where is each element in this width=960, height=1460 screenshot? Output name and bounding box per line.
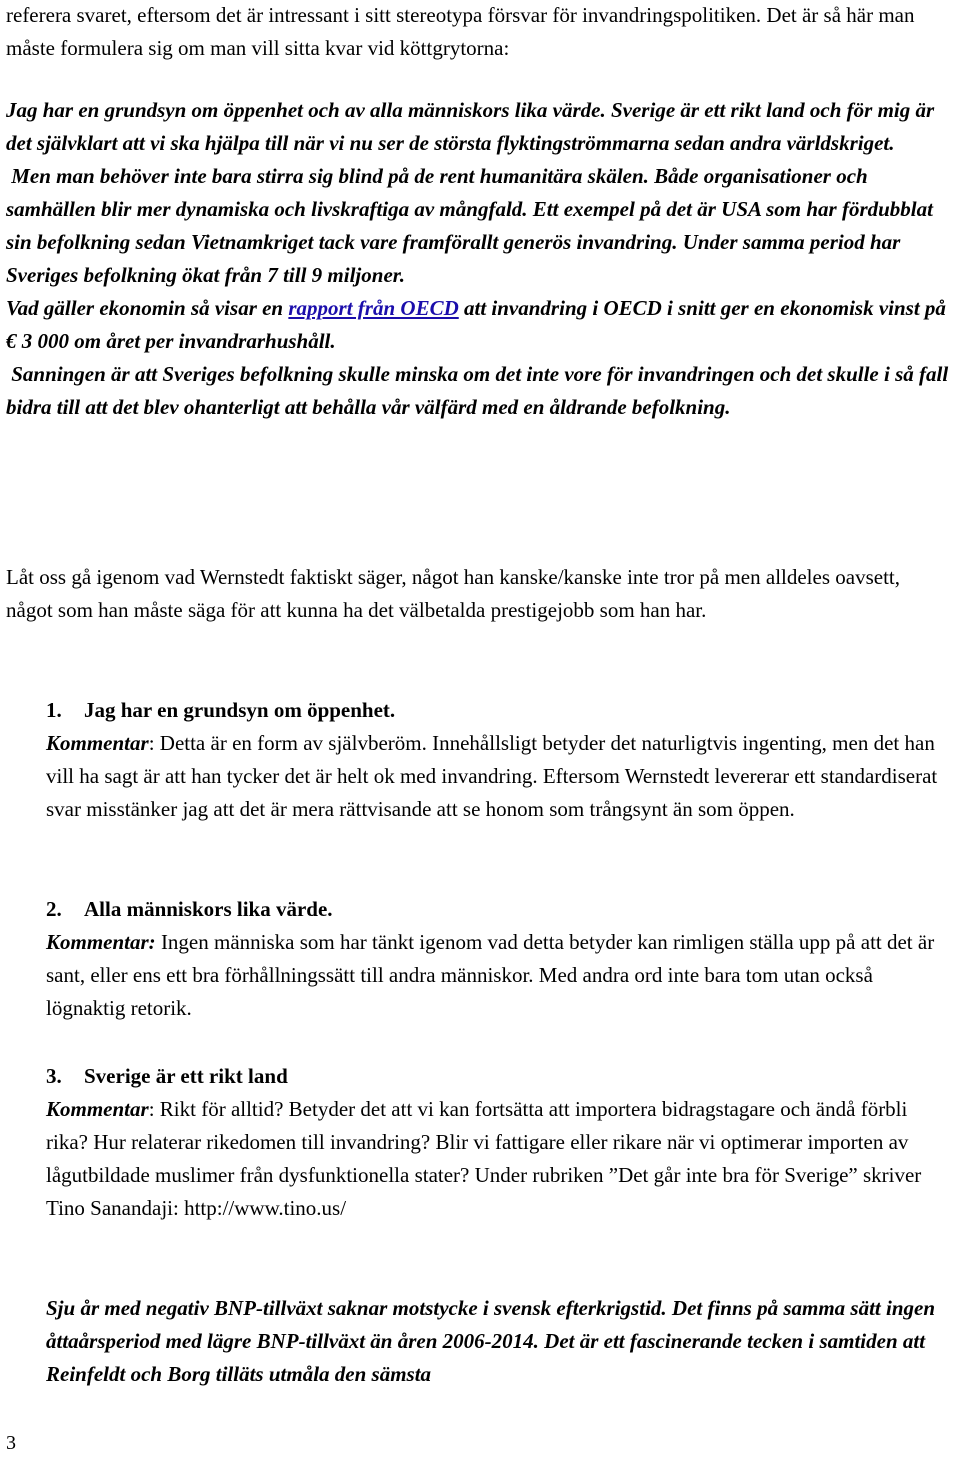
intro-text: referera svaret, eftersom det är intressant i sitt stereotypa försvar för invandringspolitiken. Det är så här man måste formulera sig om man vill sitta kvar vid köttgrytorna: xyxy=(6,3,915,60)
list-item-heading xyxy=(46,893,951,926)
comment-text: Detta är en form av självberöm. Innehållsligt betyder det naturligtvis ingenting, men det han vill ha sagt är att han tycker det är helt ok med invandring. Eftersom Wernstedt levererar ett standardiserat svar misstänker jag att det är mera rättvisande att se honom som trångsynt än som öppen. xyxy=(46,731,938,821)
quote-paragraph-3-after: att invandring i OECD i snitt ger en ekonomisk vinst på € 3 000 om året per invandrarhushåll. xyxy=(6,296,946,353)
comment-label-suffix: : xyxy=(148,731,155,755)
list-item-heading xyxy=(46,694,951,727)
comment-label: Kommentar: xyxy=(46,930,156,954)
list-item-number: 2. xyxy=(46,897,62,921)
comment-text: Ingen människa som har tänkt igenom vad detta betyder kan rimligen ställa upp på att det är sant, eller ens ett bra förhållningssätt till andra människor. Med andra ord inte bara tom utan också lögnaktig retorik. xyxy=(46,930,935,1020)
list-item-number: 1. xyxy=(46,698,62,722)
list-item-comment xyxy=(46,926,951,1025)
list-item-heading xyxy=(46,1060,951,1093)
list-item xyxy=(46,1060,951,1225)
list-item xyxy=(46,893,951,1025)
page-number: 3 xyxy=(6,1432,16,1454)
quote-paragraph-2: Men man behöver inte bara stirra sig blind på de rent humanitära skälen. Både organisationer och samhällen blir mer dynamiska och livskraftiga av mångfald. Ett exempel på det är USA som har fördubblat sin befolkning sedan Vietnamkriget tack vare framförallt generös invandring. Under samma period har Sveriges befolkning ökat från 7 till 9 miljoner. xyxy=(6,164,939,287)
oecd-report-link[interactable]: rapport från OECD xyxy=(288,296,459,320)
comment-label: Kommentar xyxy=(46,1097,149,1121)
body-paragraph xyxy=(6,561,951,627)
quote-paragraph-3-before: Vad gäller ekonomin så visar en xyxy=(6,296,289,320)
list-item-number: 3. xyxy=(46,1064,62,1088)
quoted-answer xyxy=(6,94,954,424)
closing-paragraph xyxy=(46,1292,946,1391)
list-item-comment xyxy=(46,727,951,826)
list-item xyxy=(46,694,951,826)
list-item-comment xyxy=(46,1093,951,1225)
list-item-title: Jag har en grundsyn om öppenhet. xyxy=(84,698,396,722)
quote-paragraph-4: Sanningen är att Sveriges befolkning skulle minska om det inte vore för invandringen och det skulle i så fall bidra till att det blev ohanterligt att behålla vår välfärd med en åldrande befolkning. xyxy=(6,362,954,419)
intro-paragraph xyxy=(6,0,956,65)
quote-paragraph-3 xyxy=(6,292,951,358)
comment-text: Rikt för alltid? Betyder det att vi kan fortsätta att importera bidragstagare och ändå förbli rika? Hur relaterar rikedomen till invandring? Blir vi fattigare eller rikare när vi optimerar importen av lågutbildade muslimer från dysfunktionella stater? Under rubriken ”Det går inte bra för Sverige” skriver Tino Sanandaji: http://www.tino.us/ xyxy=(46,1097,922,1220)
quote-paragraph-1: Jag har en grundsyn om öppenhet och av alla människors lika värde. Sverige är ett rikt land och för mig är det självklart att vi ska hjälpa till när vi nu ser de största flyktingströmmarna sedan andra världskriget. xyxy=(6,98,935,155)
closing-text: Sju år med negativ BNP-tillväxt saknar motstycke i svensk efterkrigstid. Det finns på samma sätt ingen åttaårsperiod med lägre BNP-tillväxt än åren 2006-2014. Det är ett fascinerande tecken i samtiden att Reinfeldt och Borg tilläts utmåla den sämsta xyxy=(46,1296,936,1386)
comment-label-suffix: : xyxy=(148,1097,155,1121)
comment-label: Kommentar xyxy=(46,731,149,755)
list-item-title: Alla människors lika värde. xyxy=(84,897,333,921)
body-paragraph-text: Låt oss gå igenom vad Wernstedt faktiskt säger, något han kanske/kanske inte tror på men alldeles oavsett, något som han måste säga för att kunna ha det välbetalda prestigejobb som han har. xyxy=(6,565,900,622)
list-item-title: Sverige är ett rikt land xyxy=(84,1064,288,1088)
